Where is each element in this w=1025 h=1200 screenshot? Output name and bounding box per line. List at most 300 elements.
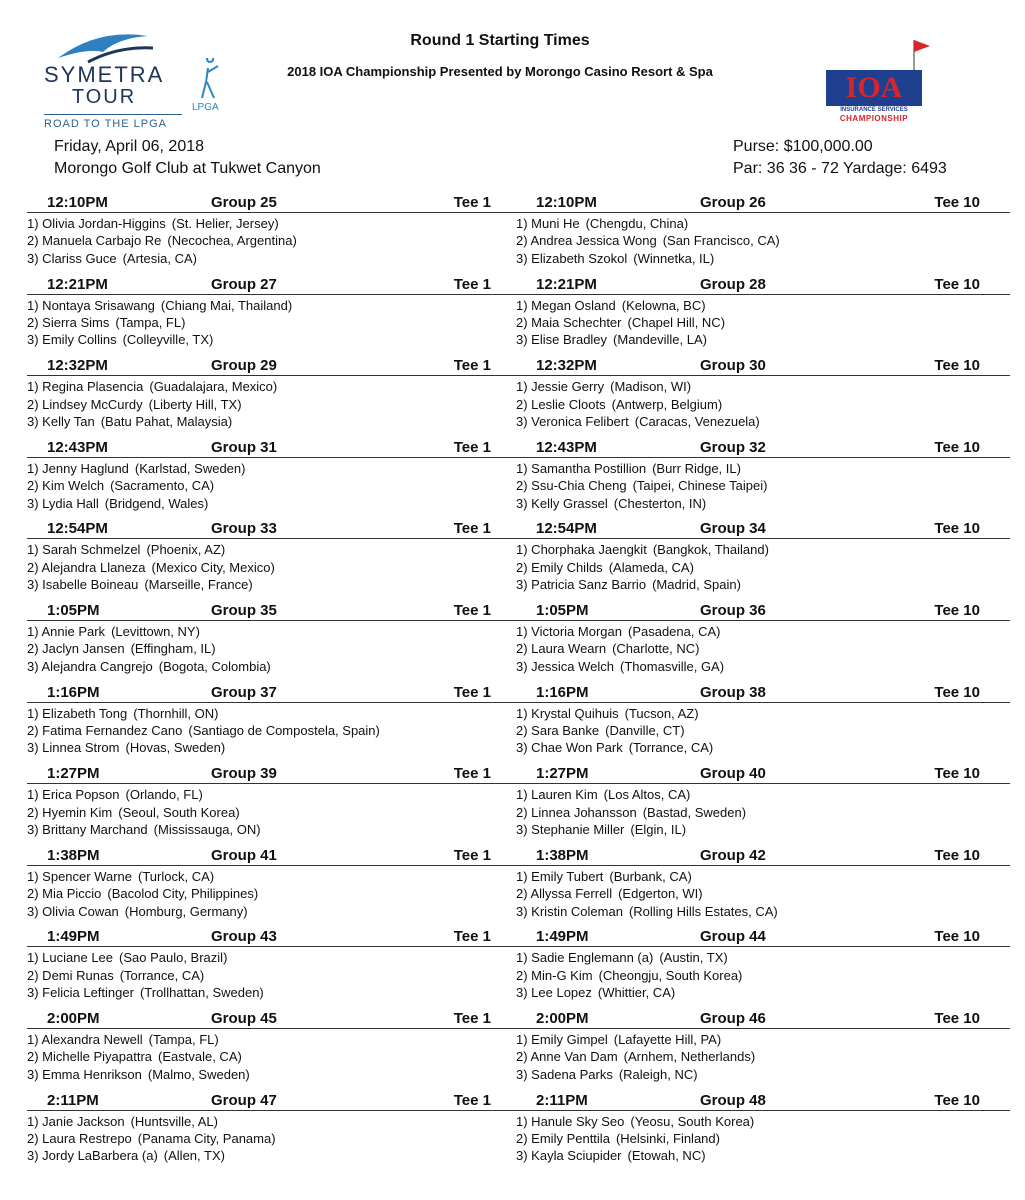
player-hometown: (Orlando, FL) <box>125 787 203 803</box>
player-list <box>27 458 521 512</box>
player-hometown: (Tucson, AZ) <box>624 705 699 721</box>
player-row <box>516 903 1010 920</box>
player-name: Victoria Morgan <box>527 623 622 639</box>
group-number: Group 36 <box>700 601 766 619</box>
tee-time: 12:10PM <box>47 194 108 211</box>
player-hometown: (Charlotte, NC) <box>612 641 700 657</box>
group-number: Group 39 <box>211 765 277 783</box>
tee-time: 12:32PM <box>47 357 108 375</box>
player-row <box>27 1048 521 1065</box>
player-hometown: (Rolling Hills Estates, CA) <box>628 903 778 919</box>
player-list <box>27 784 521 838</box>
player-list <box>27 947 521 1001</box>
group-number: Group 46 <box>700 1009 766 1027</box>
group-header <box>516 355 1010 376</box>
tee-number: Tee 10 <box>934 1009 980 1027</box>
tee-time: 12:43PM <box>47 438 108 456</box>
event-title: 2018 IOA Championship Presented by Morongo Casino Resort & Spa <box>287 64 713 79</box>
player-row <box>516 314 1010 331</box>
player-hometown: (Yeosu, South Korea) <box>630 1113 755 1129</box>
player-row <box>516 885 1010 902</box>
group-header <box>516 1090 1010 1111</box>
player-position: 2) <box>516 804 528 820</box>
tee-number: Tee 1 <box>453 438 491 456</box>
player-list <box>27 295 521 349</box>
player-hometown: (Thornhill, ON) <box>133 705 219 721</box>
player-name: Erica Popson <box>38 787 120 803</box>
player-row <box>27 495 521 512</box>
tee-group <box>516 682 1010 764</box>
tee-number: Tee 1 <box>453 357 491 375</box>
player-row <box>27 541 521 558</box>
group-header <box>27 1090 521 1111</box>
player-hometown: (Tampa, FL) <box>115 315 186 330</box>
player-list <box>27 213 521 267</box>
player-list <box>27 1111 521 1165</box>
tee-group <box>27 763 521 845</box>
player-position: 1) <box>27 460 39 476</box>
tee-number: Tee 10 <box>934 928 980 946</box>
player-list <box>516 621 1010 675</box>
player-row <box>516 1113 1010 1130</box>
group-number: Group 32 <box>700 438 766 456</box>
tee-time: 1:49PM <box>536 928 589 946</box>
player-row <box>27 705 521 722</box>
player-row <box>27 559 521 576</box>
player-name: Emily Gimpel <box>527 1031 608 1047</box>
group-number: Group 41 <box>211 846 277 864</box>
player-position: 2) <box>516 967 528 983</box>
tee-time: 1:27PM <box>536 765 589 783</box>
player-row <box>27 984 521 1001</box>
tee-number: Tee 10 <box>934 357 980 375</box>
player-hometown: (Edgerton, WI) <box>618 886 703 902</box>
player-row <box>27 786 521 803</box>
player-row <box>516 297 1010 314</box>
player-hometown: (Taipei, Chinese Taipei) <box>632 478 768 494</box>
group-number: Group 40 <box>700 765 766 783</box>
player-hometown: (Antwerp, Belgium) <box>611 396 723 412</box>
player-list <box>516 295 1010 349</box>
player-name: Anne Van Dam <box>527 1049 618 1065</box>
player-row <box>27 477 521 494</box>
tee-number: Tee 1 <box>453 275 491 293</box>
player-position: 3) <box>27 1148 39 1164</box>
group-number: Group 30 <box>700 357 766 375</box>
player-hometown: (Guadalajara, Mexico) <box>149 379 278 395</box>
player-position: 2) <box>516 478 528 494</box>
player-position: 1) <box>27 542 39 558</box>
player-list <box>516 947 1010 1001</box>
tee-number: Tee 10 <box>934 520 980 538</box>
player-position: 1) <box>27 705 39 721</box>
player-hometown: (Effingham, IL) <box>130 641 216 657</box>
group-header <box>516 600 1010 621</box>
player-name: Jessie Gerry <box>527 379 605 395</box>
player-name: Elise Bradley <box>527 332 608 348</box>
group-header <box>27 192 521 213</box>
player-position: 3) <box>516 1066 528 1082</box>
player-name: Lindsey McCurdy <box>38 396 143 412</box>
player-hometown: (Whittier, CA) <box>597 985 676 1001</box>
player-hometown: (Caracas, Venezuela) <box>634 414 760 429</box>
player-hometown: (Phoenix, AZ) <box>146 542 226 558</box>
player-row <box>516 984 1010 1001</box>
tee-group <box>516 763 1010 845</box>
player-position: 2) <box>27 722 39 738</box>
player-hometown: (Torrance, CA) <box>119 967 205 983</box>
player-hometown: (Marseille, France) <box>144 577 253 593</box>
player-hometown: (Mandeville, LA) <box>613 332 707 348</box>
player-row <box>516 576 1010 593</box>
player-position: 3) <box>516 903 528 919</box>
player-position: 3) <box>516 985 528 1001</box>
player-hometown: (St. Helier, Jersey) <box>171 216 279 231</box>
player-name: Lauren Kim <box>527 787 598 803</box>
player-position: 1) <box>27 297 39 313</box>
player-name: Fatima Fernandez Cano <box>38 722 183 738</box>
player-hometown: (Homburg, Germany) <box>124 903 248 919</box>
player-name: Alexandra Newell <box>38 1031 143 1047</box>
tee-time: 12:21PM <box>47 275 108 293</box>
player-list <box>516 784 1010 838</box>
tee-time: 2:11PM <box>47 1091 99 1109</box>
player-position: 3) <box>27 821 39 837</box>
player-position: 1) <box>27 950 39 966</box>
player-row <box>27 250 521 267</box>
player-position: 1) <box>516 1113 528 1129</box>
player-hometown: (Madison, WI) <box>610 379 692 395</box>
player-hometown: (Artesia, CA) <box>122 250 197 266</box>
player-name: Linnea Strom <box>38 740 120 756</box>
player-row <box>516 739 1010 756</box>
player-name: Jaclyn Jansen <box>38 641 125 657</box>
player-row <box>27 903 521 920</box>
group-header <box>27 437 521 458</box>
player-row <box>516 331 1010 348</box>
player-position: 1) <box>516 623 528 639</box>
tee-number: Tee 10 <box>934 846 980 864</box>
player-name: Kelly Tan <box>38 414 95 429</box>
player-name: Sierra Sims <box>38 315 110 330</box>
tee-time: 12:10PM <box>536 194 597 211</box>
tee-group <box>516 1008 1010 1090</box>
player-row <box>516 949 1010 966</box>
player-position: 3) <box>27 1066 39 1082</box>
player-hometown: (Bangkok, Thailand) <box>652 542 769 558</box>
player-name: Stephanie Miller <box>527 821 625 837</box>
player-hometown: (Allen, TX) <box>163 1148 225 1164</box>
player-row <box>516 786 1010 803</box>
player-hometown: (Burbank, CA) <box>609 868 692 884</box>
player-name: Demi Runas <box>38 967 114 983</box>
player-name: Emily Penttila <box>527 1130 610 1146</box>
player-hometown: (Elgin, IL) <box>630 821 687 837</box>
tee-group <box>516 926 1010 1008</box>
player-list <box>27 539 521 593</box>
player-hometown: (Karlstad, Sweden) <box>134 460 246 476</box>
player-name: Olivia Cowan <box>38 903 119 919</box>
player-position: 3) <box>516 740 528 756</box>
group-header <box>27 355 521 376</box>
tee-number: Tee 1 <box>453 194 491 211</box>
player-hometown: (Arnhem, Netherlands) <box>623 1049 756 1065</box>
player-position: 1) <box>27 216 39 231</box>
player-hometown: (Necochea, Argentina) <box>167 233 297 249</box>
group-number: Group 48 <box>700 1091 766 1109</box>
group-number: Group 34 <box>700 520 766 538</box>
player-hometown: (Thomasville, GA) <box>620 658 725 674</box>
tee-time: 12:43PM <box>536 438 597 456</box>
tee-number: Tee 1 <box>453 846 491 864</box>
player-name: Nontaya Srisawang <box>38 297 155 313</box>
player-list <box>27 703 521 757</box>
player-row <box>516 413 1010 430</box>
player-row <box>516 1048 1010 1065</box>
event-info-right <box>733 136 947 180</box>
group-number: Group 26 <box>700 194 766 211</box>
player-name: Leslie Cloots <box>527 396 606 412</box>
player-hometown: (Chapel Hill, NC) <box>627 315 726 330</box>
player-row <box>516 378 1010 395</box>
player-name: Lydia Hall <box>38 495 99 511</box>
player-name: Brittany Marchand <box>38 821 148 837</box>
player-name: Annie Park <box>38 623 106 639</box>
player-list <box>27 1029 521 1083</box>
group-header <box>516 437 1010 458</box>
player-position: 2) <box>27 396 39 412</box>
player-position: 3) <box>27 985 39 1001</box>
tee-group <box>27 1008 521 1090</box>
player-position: 2) <box>27 1130 39 1146</box>
player-name: Laura Wearn <box>527 641 607 657</box>
tee-number: Tee 1 <box>453 520 491 538</box>
player-list <box>27 621 521 675</box>
player-list <box>27 376 521 430</box>
player-name: Kim Welch <box>38 478 105 494</box>
player-name: Alejandra Cangrejo <box>38 658 153 674</box>
player-position: 2) <box>516 315 528 330</box>
tee-group <box>516 845 1010 927</box>
group-number: Group 28 <box>700 275 766 293</box>
tee-number: Tee 10 <box>934 275 980 293</box>
player-position: 1) <box>516 542 528 558</box>
player-row <box>27 722 521 739</box>
player-name: Andrea Jessica Wong <box>527 233 657 249</box>
player-row <box>516 705 1010 722</box>
player-hometown: (Sao Paulo, Brazil) <box>119 950 228 966</box>
player-row <box>516 396 1010 413</box>
player-position: 1) <box>516 787 528 803</box>
lpga-logo <box>186 58 236 118</box>
player-row <box>516 460 1010 477</box>
player-list <box>516 539 1010 593</box>
player-row <box>27 396 521 413</box>
tee-number: Tee 10 <box>934 683 980 701</box>
player-position: 3) <box>516 414 528 429</box>
player-position: 2) <box>27 559 39 575</box>
tee-number: Tee 1 <box>453 683 491 701</box>
player-name: Michelle Piyapattra <box>38 1049 153 1065</box>
player-name: Muni He <box>527 216 580 231</box>
player-row <box>27 232 521 249</box>
group-header <box>27 1008 521 1029</box>
player-list <box>516 1029 1010 1083</box>
player-name: Sadena Parks <box>527 1066 613 1082</box>
tee-number: Tee 10 <box>934 438 980 456</box>
player-row <box>516 232 1010 249</box>
player-hometown: (Panama City, Panama) <box>137 1130 276 1146</box>
group-header <box>516 1008 1010 1029</box>
player-name: Veronica Felibert <box>527 414 629 429</box>
player-hometown: (Colleyville, TX) <box>122 332 214 348</box>
player-name: Chae Won Park <box>527 740 623 756</box>
group-header <box>27 600 521 621</box>
group-header <box>516 926 1010 947</box>
player-list <box>516 213 1010 267</box>
ioa-championship-label: CHAMPIONSHIP <box>839 114 909 123</box>
player-name: Clariss Guce <box>38 250 117 266</box>
group-number: Group 45 <box>211 1009 277 1027</box>
player-position: 1) <box>516 297 528 313</box>
player-hometown: (Winnetka, IL) <box>633 250 715 266</box>
player-row <box>27 739 521 756</box>
player-hometown: (Cheongju, South Korea) <box>598 967 743 983</box>
player-position: 2) <box>27 641 39 657</box>
player-hometown: (Pasadena, CA) <box>627 623 721 639</box>
player-name: Sara Banke <box>527 722 600 738</box>
player-hometown: (Eastvale, CA) <box>158 1049 242 1065</box>
group-number: Group 35 <box>211 601 277 619</box>
player-row <box>516 559 1010 576</box>
tee-1-column <box>27 192 521 1171</box>
player-name: Olivia Jordan-Higgins <box>38 216 166 231</box>
group-number: Group 25 <box>211 194 277 211</box>
player-position: 2) <box>27 478 39 494</box>
player-row <box>516 1147 1010 1164</box>
player-list <box>516 1111 1010 1165</box>
group-header <box>516 845 1010 866</box>
player-position: 2) <box>516 886 528 902</box>
player-position: 2) <box>27 315 39 330</box>
player-hometown: (Bastad, Sweden) <box>642 804 747 820</box>
player-name: Regina Plasencia <box>38 379 144 395</box>
player-name: Linnea Johansson <box>527 804 637 820</box>
player-row <box>27 1113 521 1130</box>
player-row <box>27 413 521 430</box>
player-row <box>516 1130 1010 1147</box>
player-name: Kayla Sciupider <box>527 1148 622 1164</box>
tee-number: Tee 10 <box>934 194 980 211</box>
player-position: 1) <box>27 787 39 803</box>
player-row <box>27 885 521 902</box>
player-name: Luciane Lee <box>38 950 114 966</box>
player-position: 2) <box>516 396 528 412</box>
player-position: 1) <box>516 379 528 395</box>
tee-group <box>27 192 521 274</box>
player-position: 2) <box>516 641 528 657</box>
player-row <box>27 297 521 314</box>
player-position: 3) <box>27 495 39 511</box>
player-row <box>516 967 1010 984</box>
player-name: Emily Collins <box>38 332 117 348</box>
player-name: Alejandra Llaneza <box>38 559 146 575</box>
lpga-wordmark: LPGA <box>192 102 219 113</box>
player-list <box>27 866 521 920</box>
player-row <box>27 378 521 395</box>
player-hometown: (Hovas, Sweden) <box>125 740 226 756</box>
player-name: Jenny Haglund <box>38 460 129 476</box>
player-row <box>27 821 521 838</box>
player-hometown: (Bridgend, Wales) <box>104 495 209 511</box>
player-hometown: (Chiang Mai, Thailand) <box>160 297 293 313</box>
player-row <box>27 640 521 657</box>
tee-time: 12:54PM <box>536 520 597 538</box>
tee-group <box>516 518 1010 600</box>
player-name: Hanule Sky Seo <box>527 1113 625 1129</box>
player-list <box>516 703 1010 757</box>
player-position: 3) <box>516 577 528 593</box>
player-name: Isabelle Boineau <box>38 577 139 593</box>
player-position: 3) <box>27 740 39 756</box>
player-position: 2) <box>516 722 528 738</box>
group-header <box>516 274 1010 295</box>
tee-group <box>516 274 1010 356</box>
tee-group <box>27 682 521 764</box>
ioa-subtitle: INSURANCE SERVICES <box>840 107 908 113</box>
player-row <box>27 331 521 348</box>
group-header <box>27 926 521 947</box>
tee-number: Tee 1 <box>453 1091 491 1109</box>
player-hometown: (Torrance, CA) <box>628 740 714 756</box>
player-name: Samantha Postillion <box>527 460 647 476</box>
player-name: Ssu-Chia Cheng <box>527 478 627 494</box>
player-name: Elizabeth Tong <box>38 705 128 721</box>
tee-time: 12:54PM <box>47 520 108 538</box>
tee-time: 1:49PM <box>47 928 100 946</box>
player-position: 3) <box>516 495 528 511</box>
tee-number: Tee 1 <box>453 601 491 619</box>
page-title: Round 1 Starting Times <box>410 32 590 49</box>
player-position: 1) <box>516 460 528 476</box>
symetra-wordmark: SYMETRA <box>44 62 165 87</box>
player-hometown: (Austin, TX) <box>659 950 728 966</box>
player-name: Lee Lopez <box>527 985 592 1001</box>
player-position: 2) <box>27 804 39 820</box>
player-position: 3) <box>516 658 528 674</box>
player-name: Krystal Quihuis <box>527 705 619 721</box>
player-position: 1) <box>27 623 39 639</box>
group-header <box>27 682 521 703</box>
player-hometown: (Helsinki, Finland) <box>615 1130 720 1146</box>
ioa-wordmark: IOA <box>826 70 922 106</box>
group-header <box>516 518 1010 539</box>
player-position: 2) <box>27 233 39 249</box>
player-position: 2) <box>516 233 528 249</box>
player-hometown: (Tampa, FL) <box>148 1031 219 1047</box>
tee-group <box>516 192 1010 274</box>
player-row <box>516 1031 1010 1048</box>
player-row <box>516 495 1010 512</box>
player-name: Emily Tubert <box>527 868 604 884</box>
group-number: Group 38 <box>700 683 766 701</box>
tee-time: 2:11PM <box>536 1091 588 1109</box>
player-name: Hyemin Kim <box>38 804 113 820</box>
tee-group <box>27 355 521 437</box>
player-name: Felicia Leftinger <box>38 985 134 1001</box>
player-hometown: (Trollhattan, Sweden) <box>139 985 264 1001</box>
tee-10-column <box>516 192 1010 1171</box>
